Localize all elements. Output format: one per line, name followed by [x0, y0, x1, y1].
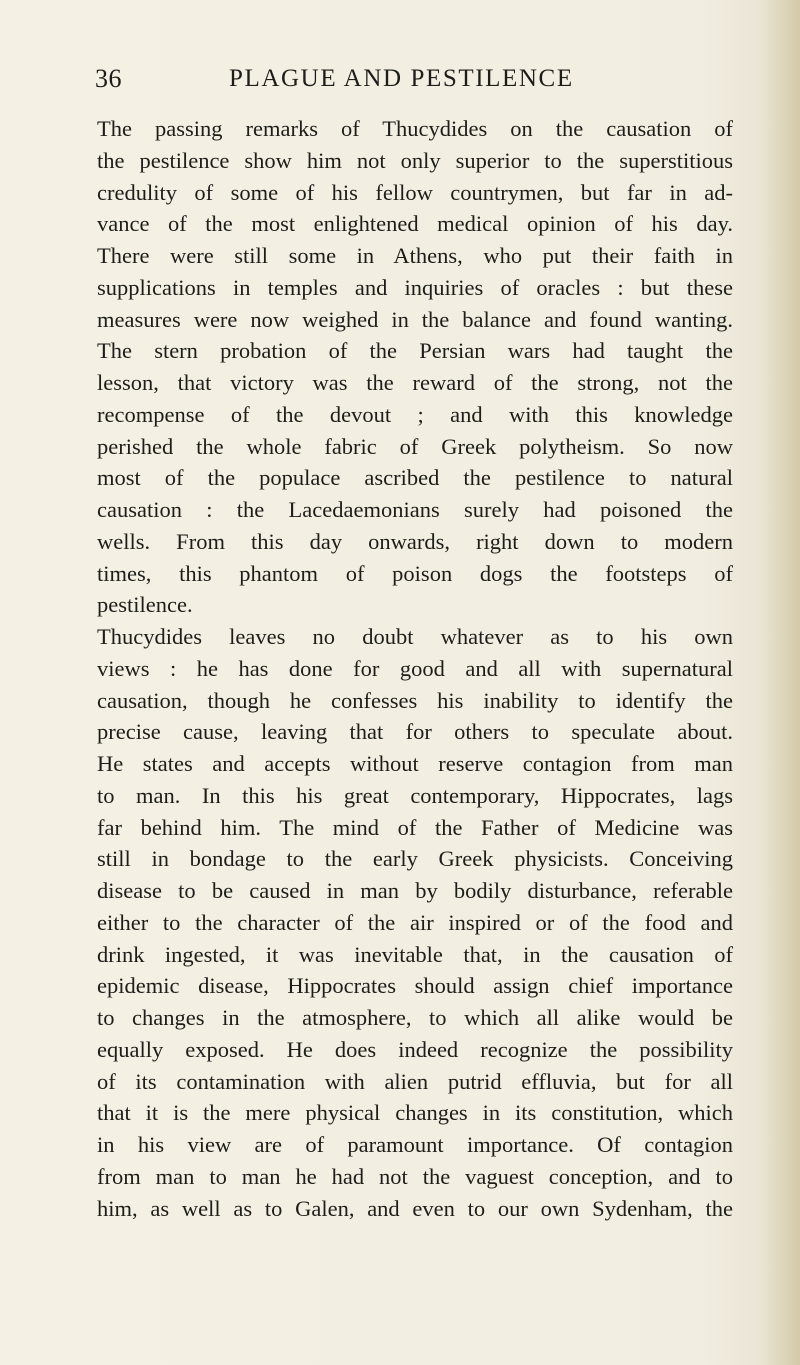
text-line: perished the whole fabric of Greek polytheism. So now: [97, 433, 733, 459]
text-line: times, this phantom of poison dogs the footsteps of: [97, 560, 733, 586]
page-header: [95, 62, 735, 96]
text-line: views : he has done for good and all with supernatural: [97, 655, 733, 681]
text-line: vance of the most enlightened medical opinion of his day.: [97, 211, 733, 237]
text-line: Thucydides leaves no doubt whatever as to his own: [97, 624, 733, 649]
body-text: [97, 113, 733, 1224]
page-number: 36: [95, 64, 122, 93]
text-line: to man. In this his great contemporary, Hippocrates, lags: [97, 782, 733, 808]
text-line: drink ingested, it was inevitable that, in the causation of: [97, 941, 733, 967]
page-edge-discoloration: [762, 0, 800, 1365]
text-line: He states and accepts without reserve contagion from man: [97, 751, 733, 776]
text-line: supplications in temples and inquiries of oracles : but these: [97, 274, 733, 300]
text-line: causation : the Lacedaemonians surely had poisoned the: [97, 497, 733, 522]
text-line: recompense of the devout ; and with this knowledge: [97, 401, 733, 427]
text-line: lesson, that victory was the reward of the strong, not the: [97, 370, 733, 395]
text-line: measures were now weighed in the balance and found wanting.: [97, 306, 733, 332]
text-line: of its contamination with alien putrid effluvia, but for all: [97, 1068, 733, 1094]
text-line: pestilence.: [97, 592, 193, 618]
text-line: precise cause, leaving that for others to speculate about.: [97, 719, 733, 745]
text-line: far behind him. The mind of the Father of Medicine was: [97, 814, 733, 840]
text-line: still in bondage to the early Greek physicists. Conceiving: [97, 846, 733, 872]
text-line: him, as well as to Galen, and even to our own Sydenham, the: [97, 1195, 733, 1221]
text-line: that it is the mere physical changes in its constitution, which: [97, 1100, 733, 1126]
text-line: the pestilence show him not only superior to the superstitious: [97, 147, 733, 173]
text-line: There were still some in Athens, who put their faith in: [97, 243, 733, 268]
text-line: credulity of some of his fellow countrymen, but far in ad-: [97, 179, 733, 205]
text-line: causation, though he confesses his inability to identify the: [97, 687, 733, 713]
text-line: epidemic disease, Hippocrates should assign chief importance: [97, 973, 733, 999]
text-line: most of the populace ascribed the pestilence to natural: [97, 465, 733, 491]
text-line: The stern probation of the Persian wars had taught the: [97, 338, 733, 364]
text-line: disease to be caused in man by bodily disturbance, referable: [97, 878, 733, 903]
text-line: equally exposed. He does indeed recognize the possibility: [97, 1036, 733, 1062]
text-line: The passing remarks of Thucydides on the causation of: [97, 116, 733, 141]
running-head: PLAGUE AND PESTILENCE: [229, 65, 574, 92]
text-line: from man to man he had not the vaguest conception, and to: [97, 1163, 733, 1189]
text-line: to changes in the atmosphere, to which all alike would be: [97, 1005, 733, 1030]
text-line: wells. From this day onwards, right down to modern: [97, 528, 733, 554]
text-line: in his view are of paramount importance. Of contagion: [97, 1132, 733, 1157]
text-line: either to the character of the air inspired or of the food and: [97, 909, 733, 935]
